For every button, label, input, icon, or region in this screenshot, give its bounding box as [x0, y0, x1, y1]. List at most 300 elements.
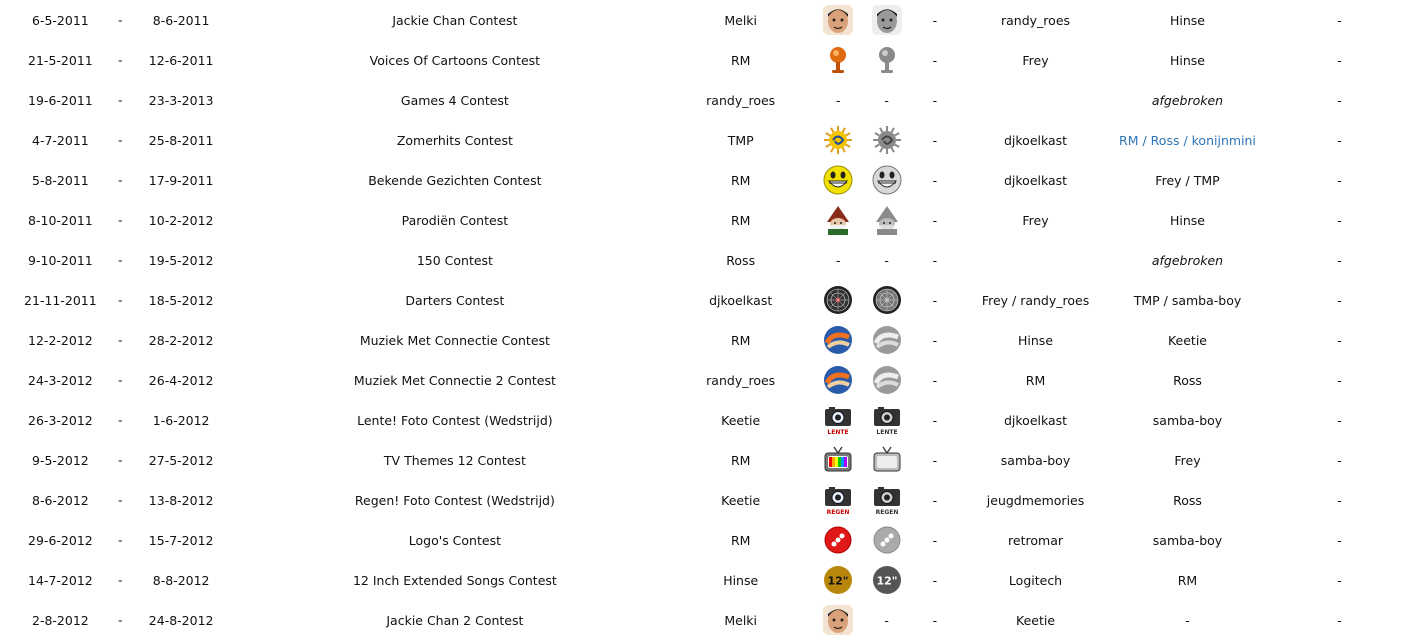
runner-up-cell [1111, 560, 1264, 600]
last-dash: - [1337, 52, 1342, 68]
winner-name: djkoelkast [1003, 132, 1068, 148]
host-name: Melki [724, 612, 758, 628]
dash: - [932, 612, 938, 628]
table-row [0, 0, 1415, 40]
jackie-chan-face-icon [823, 5, 853, 35]
dash: - [932, 252, 938, 268]
last-dash: - [1337, 92, 1342, 108]
dash-cell [910, 240, 960, 280]
table-row [0, 520, 1415, 560]
dash: - [932, 532, 938, 548]
dash-cell [910, 320, 960, 360]
connection-color-icon [823, 365, 853, 395]
contest-name: TV Themes 12 Contest [383, 452, 526, 468]
end-date: 19-5-2012 [148, 252, 214, 268]
status-cell [1111, 240, 1264, 280]
runner-up-name: samba-boy [1152, 412, 1223, 428]
table-row [0, 560, 1415, 600]
svg-text:LENTE: LENTE [827, 429, 849, 436]
svg-text:12": 12" [827, 574, 849, 588]
date-range-separator: - [118, 212, 123, 228]
end-date-cell [121, 160, 242, 200]
winner-cell [960, 320, 1111, 360]
start-date: 14-7-2012 [28, 572, 93, 588]
dash-cell [910, 80, 960, 120]
camera-lente-grey-icon [872, 405, 902, 435]
end-date-cell [121, 40, 242, 80]
last-dash: - [1337, 252, 1342, 268]
start-date: 21-11-2011 [24, 292, 97, 308]
host-cell [668, 80, 813, 120]
last-cell [1264, 400, 1415, 440]
contest-name: Lente! Foto Contest (Wedstrijd) [357, 412, 553, 428]
winner-name: djkoelkast [1003, 412, 1068, 428]
contest-name: Games 4 Contest [400, 92, 509, 108]
runner-up-cell [1111, 400, 1264, 440]
contest-name: Regen! Foto Contest (Wedstrijd) [354, 492, 555, 508]
last-cell [1264, 560, 1415, 600]
contest-name: Jackie Chan 2 Contest [386, 612, 524, 628]
runner-up-icon-cell [863, 80, 909, 120]
start-date-cell [0, 360, 121, 400]
connection-grey-icon [872, 325, 902, 355]
dash: - [932, 52, 938, 68]
winner-name: Hinse [1018, 332, 1054, 348]
start-date: 26-3-2012 [28, 412, 93, 428]
winner-name: jeugdmemories [986, 492, 1085, 508]
last-dash: - [1337, 292, 1342, 308]
microphone-grey-icon [872, 45, 902, 75]
jackie-chan-face-grey-icon [872, 5, 902, 35]
host-name: Ross [726, 252, 756, 268]
start-date-cell [0, 80, 121, 120]
svg-text:12": 12" [876, 574, 898, 588]
runner-up-icon-cell [863, 160, 909, 200]
contest-name-cell [242, 520, 669, 560]
winner-cell [960, 280, 1111, 320]
no-icon-dash: - [836, 92, 841, 108]
winner-icon-cell [813, 440, 863, 480]
winner-name: Frey [1022, 212, 1049, 228]
host-cell [668, 560, 813, 600]
end-date-cell [121, 560, 242, 600]
winner-name: Frey / randy_roes [981, 292, 1090, 308]
start-date: 29-6-2012 [28, 532, 93, 548]
camera-lente-icon [823, 405, 853, 435]
gnome-grey-icon [872, 205, 902, 235]
last-dash: - [1337, 492, 1342, 508]
last-cell [1264, 200, 1415, 240]
contest-name: Darters Contest [405, 292, 505, 308]
start-date-cell [0, 120, 121, 160]
host-name: randy_roes [706, 92, 776, 108]
dash-cell [910, 40, 960, 80]
host-name: Hinse [723, 572, 759, 588]
host-cell [668, 280, 813, 320]
date-range-separator: - [118, 132, 123, 148]
end-date-cell [121, 0, 242, 40]
runner-up-cell [1111, 0, 1264, 40]
smiley-yellow-icon [823, 165, 853, 195]
runner-up-name: RM / Ross / konijnmini [1119, 132, 1256, 148]
date-range-separator: - [118, 372, 123, 388]
dash: - [932, 132, 938, 148]
contest-name-cell [242, 0, 669, 40]
date-range-separator: - [118, 532, 123, 548]
date-range-separator: - [118, 52, 123, 68]
winner-cell [960, 240, 1111, 280]
date-range-separator: - [118, 252, 123, 268]
runner-up-name: Hinse [1169, 212, 1205, 228]
end-date-cell [121, 600, 242, 640]
host-cell [668, 480, 813, 520]
end-date-cell [121, 360, 242, 400]
last-dash: - [1337, 332, 1342, 348]
host-cell [668, 520, 813, 560]
winner-cell [960, 40, 1111, 80]
dash-cell [910, 120, 960, 160]
status-cell [1111, 80, 1264, 120]
runner-up-cell [1111, 200, 1264, 240]
table-row [0, 360, 1415, 400]
jackie-chan-2-icon [823, 605, 853, 635]
sun-color-icon [823, 125, 853, 155]
start-date: 8-10-2011 [28, 212, 93, 228]
end-date-cell [121, 400, 242, 440]
host-cell [668, 0, 813, 40]
host-cell [668, 120, 813, 160]
contest-name-cell [242, 40, 669, 80]
twelve-inch-gold-icon [823, 565, 853, 595]
aborted-status: afgebroken [1151, 92, 1224, 108]
date-range-separator: - [118, 572, 123, 588]
start-date: 4-7-2011 [32, 132, 89, 148]
winner-cell [960, 80, 1111, 120]
last-cell [1264, 240, 1415, 280]
end-date-cell [121, 80, 242, 120]
winner-icon-cell [813, 480, 863, 520]
winner-icon-cell [813, 160, 863, 200]
runner-up-name: Ross [1173, 492, 1202, 508]
contest-name-cell [242, 560, 669, 600]
start-date-cell [0, 520, 121, 560]
start-date-cell [0, 480, 121, 520]
winner-name: RM [1025, 372, 1046, 388]
runner-up-cell [1111, 600, 1264, 640]
no-icon-dash: - [884, 92, 889, 108]
host-name: Keetie [721, 412, 761, 428]
host-cell [668, 40, 813, 80]
last-cell [1264, 520, 1415, 560]
contest-name: 12 Inch Extended Songs Contest [352, 572, 557, 588]
end-date-cell [121, 440, 242, 480]
contest-name: Parodiën Contest [401, 212, 509, 228]
start-date-cell [0, 600, 121, 640]
contest-name-cell [242, 360, 669, 400]
date-range-separator: - [118, 492, 123, 508]
winner-cell [960, 200, 1111, 240]
winner-name: retromar [1008, 532, 1063, 548]
no-icon-dash: - [884, 612, 889, 628]
winner-cell [960, 480, 1111, 520]
last-dash: - [1337, 572, 1342, 588]
runner-up-cell [1111, 480, 1264, 520]
host-name: djkoelkast [709, 292, 773, 308]
runner-up-icon-cell [863, 280, 909, 320]
contest-name-cell [242, 160, 669, 200]
contest-name: Jackie Chan Contest [392, 12, 518, 28]
logo-red-icon [823, 525, 853, 555]
last-cell [1264, 80, 1415, 120]
runner-up-cell [1111, 440, 1264, 480]
start-date: 2-8-2012 [32, 612, 89, 628]
connection-grey-icon [872, 365, 902, 395]
runner-up-icon-cell [863, 600, 909, 640]
host-name: RM [730, 52, 751, 68]
end-date: 27-5-2012 [148, 452, 214, 468]
end-date: 1-6-2012 [152, 412, 210, 428]
winner-name: djkoelkast [1003, 172, 1068, 188]
contest-name-cell [242, 440, 669, 480]
dash: - [932, 412, 938, 428]
end-date-cell [121, 320, 242, 360]
winner-icon-cell [813, 400, 863, 440]
contest-name-cell [242, 600, 669, 640]
contest-name-cell [242, 200, 669, 240]
runner-up-name: TMP / samba-boy [1133, 292, 1242, 308]
host-cell [668, 600, 813, 640]
dash-cell [910, 160, 960, 200]
dash-cell [910, 480, 960, 520]
runner-up-icon-cell [863, 40, 909, 80]
contest-name-cell [242, 80, 669, 120]
last-cell [1264, 440, 1415, 480]
last-dash: - [1337, 372, 1342, 388]
winner-cell [960, 400, 1111, 440]
no-icon-dash: - [884, 252, 889, 268]
end-date-cell [121, 120, 242, 160]
host-name: TMP [727, 132, 754, 148]
runner-up-icon-cell [863, 400, 909, 440]
last-dash: - [1337, 452, 1342, 468]
host-cell [668, 440, 813, 480]
winner-icon-cell [813, 600, 863, 640]
twelve-inch-grey-icon [872, 565, 902, 595]
date-range-separator: - [118, 92, 123, 108]
dash: - [932, 92, 938, 108]
contest-name: 150 Contest [416, 252, 493, 268]
date-range-separator: - [118, 172, 123, 188]
contest-name: Zomerhits Contest [396, 132, 513, 148]
table-row [0, 240, 1415, 280]
end-date: 26-4-2012 [148, 372, 214, 388]
start-date: 21-5-2011 [28, 52, 93, 68]
last-dash: - [1337, 212, 1342, 228]
end-date-cell [121, 200, 242, 240]
start-date-cell [0, 0, 121, 40]
start-date-cell [0, 160, 121, 200]
contest-name: Voices Of Cartoons Contest [369, 52, 541, 68]
host-cell [668, 200, 813, 240]
last-dash: - [1337, 612, 1342, 628]
last-cell [1264, 0, 1415, 40]
table-row [0, 280, 1415, 320]
winner-icon-cell [813, 80, 863, 120]
svg-text:LENTE: LENTE [876, 429, 898, 436]
winner-icon-cell [813, 240, 863, 280]
start-date-cell [0, 560, 121, 600]
dash-cell [910, 560, 960, 600]
runner-up-cell [1111, 280, 1264, 320]
winner-name: Keetie [1016, 612, 1056, 628]
start-date: 9-5-2012 [32, 452, 89, 468]
end-date: 18-5-2012 [148, 292, 214, 308]
dash: - [932, 172, 938, 188]
connection-color-icon [823, 325, 853, 355]
smiley-grey-icon [872, 165, 902, 195]
host-cell [668, 400, 813, 440]
host-name: RM [730, 172, 751, 188]
host-cell [668, 160, 813, 200]
table-row [0, 120, 1415, 160]
winner-cell [960, 0, 1111, 40]
last-dash: - [1337, 172, 1342, 188]
dash-cell [910, 440, 960, 480]
runner-up-name: - [1185, 612, 1190, 628]
start-date: 6-5-2011 [32, 12, 89, 28]
winner-icon-cell [813, 560, 863, 600]
last-cell [1264, 120, 1415, 160]
dash: - [932, 332, 938, 348]
end-date: 28-2-2012 [148, 332, 214, 348]
dash: - [932, 572, 938, 588]
end-date: 23-3-2013 [148, 92, 214, 108]
last-cell [1264, 160, 1415, 200]
winner-icon-cell [813, 520, 863, 560]
dash: - [932, 12, 938, 28]
runner-up-name: Keetie [1167, 332, 1207, 348]
dash-cell [910, 280, 960, 320]
winner-icon-cell [813, 0, 863, 40]
last-cell [1264, 480, 1415, 520]
start-date: 8-6-2012 [32, 492, 89, 508]
end-date: 12-6-2011 [148, 52, 214, 68]
svg-text:REGEN: REGEN [875, 509, 898, 516]
microphone-orange-icon [823, 45, 853, 75]
winner-cell [960, 520, 1111, 560]
dash: - [932, 492, 938, 508]
runner-up-icon-cell [863, 0, 909, 40]
start-date-cell [0, 240, 121, 280]
winner-icon-cell [813, 120, 863, 160]
last-cell [1264, 360, 1415, 400]
host-cell [668, 320, 813, 360]
host-cell [668, 360, 813, 400]
start-date-cell [0, 40, 121, 80]
end-date: 8-6-2011 [152, 12, 210, 28]
start-date-cell [0, 440, 121, 480]
dartboard-grey-icon [872, 285, 902, 315]
contest-name-cell [242, 240, 669, 280]
dash: - [932, 372, 938, 388]
table-row [0, 160, 1415, 200]
end-date-cell [121, 480, 242, 520]
date-range-separator: - [118, 12, 123, 28]
runner-up-icon-cell [863, 240, 909, 280]
winner-name: samba-boy [1000, 452, 1071, 468]
end-date-cell [121, 280, 242, 320]
start-date: 9-10-2011 [28, 252, 93, 268]
winner-cell [960, 560, 1111, 600]
winner-name: Frey [1022, 52, 1049, 68]
runner-up-cell [1111, 40, 1264, 80]
contest-name-cell [242, 120, 669, 160]
runner-up-icon-cell [863, 360, 909, 400]
runner-up-cell [1111, 160, 1264, 200]
end-date-cell [121, 240, 242, 280]
date-range-separator: - [118, 332, 123, 348]
last-dash: - [1337, 412, 1342, 428]
start-date: 24-3-2012 [28, 372, 93, 388]
runner-up-icon-cell [863, 120, 909, 160]
date-range-separator: - [118, 612, 123, 628]
start-date-cell [0, 280, 121, 320]
table-row [0, 320, 1415, 360]
camera-regen-icon [823, 485, 853, 515]
dash-cell [910, 200, 960, 240]
svg-text:REGEN: REGEN [826, 509, 850, 516]
last-dash: - [1337, 12, 1342, 28]
winner-cell [960, 160, 1111, 200]
dash-cell [910, 0, 960, 40]
no-icon-dash: - [836, 252, 841, 268]
start-date: 19-6-2011 [28, 92, 93, 108]
aborted-status: afgebroken [1151, 252, 1224, 268]
runner-up-name: Hinse [1169, 12, 1205, 28]
end-date: 25-8-2011 [148, 132, 214, 148]
table-row [0, 440, 1415, 480]
table-row [0, 200, 1415, 240]
contest-name: Muziek Met Connectie Contest [359, 332, 550, 348]
contest-name-cell [242, 320, 669, 360]
host-cell [668, 240, 813, 280]
runner-up-cell [1111, 120, 1264, 160]
winner-icon-cell [813, 40, 863, 80]
end-date: 15-7-2012 [148, 532, 214, 548]
camera-regen-grey-icon [872, 485, 902, 515]
logo-grey-icon [872, 525, 902, 555]
last-cell [1264, 320, 1415, 360]
runner-up-name: RM [1177, 572, 1198, 588]
dash-cell [910, 520, 960, 560]
gnome-color-icon [823, 205, 853, 235]
winner-cell [960, 600, 1111, 640]
start-date: 12-2-2012 [28, 332, 93, 348]
end-date: 8-8-2012 [152, 572, 210, 588]
host-name: RM [730, 452, 751, 468]
last-cell [1264, 280, 1415, 320]
runner-up-name: Hinse [1169, 52, 1205, 68]
winner-icon-cell [813, 280, 863, 320]
runner-up-name: Frey [1174, 452, 1201, 468]
end-date: 13-8-2012 [148, 492, 214, 508]
contest-name-cell [242, 400, 669, 440]
runner-up-cell [1111, 360, 1264, 400]
dash: - [932, 212, 938, 228]
tv-color-icon [823, 445, 853, 475]
dash-cell [910, 360, 960, 400]
table-row [0, 480, 1415, 520]
